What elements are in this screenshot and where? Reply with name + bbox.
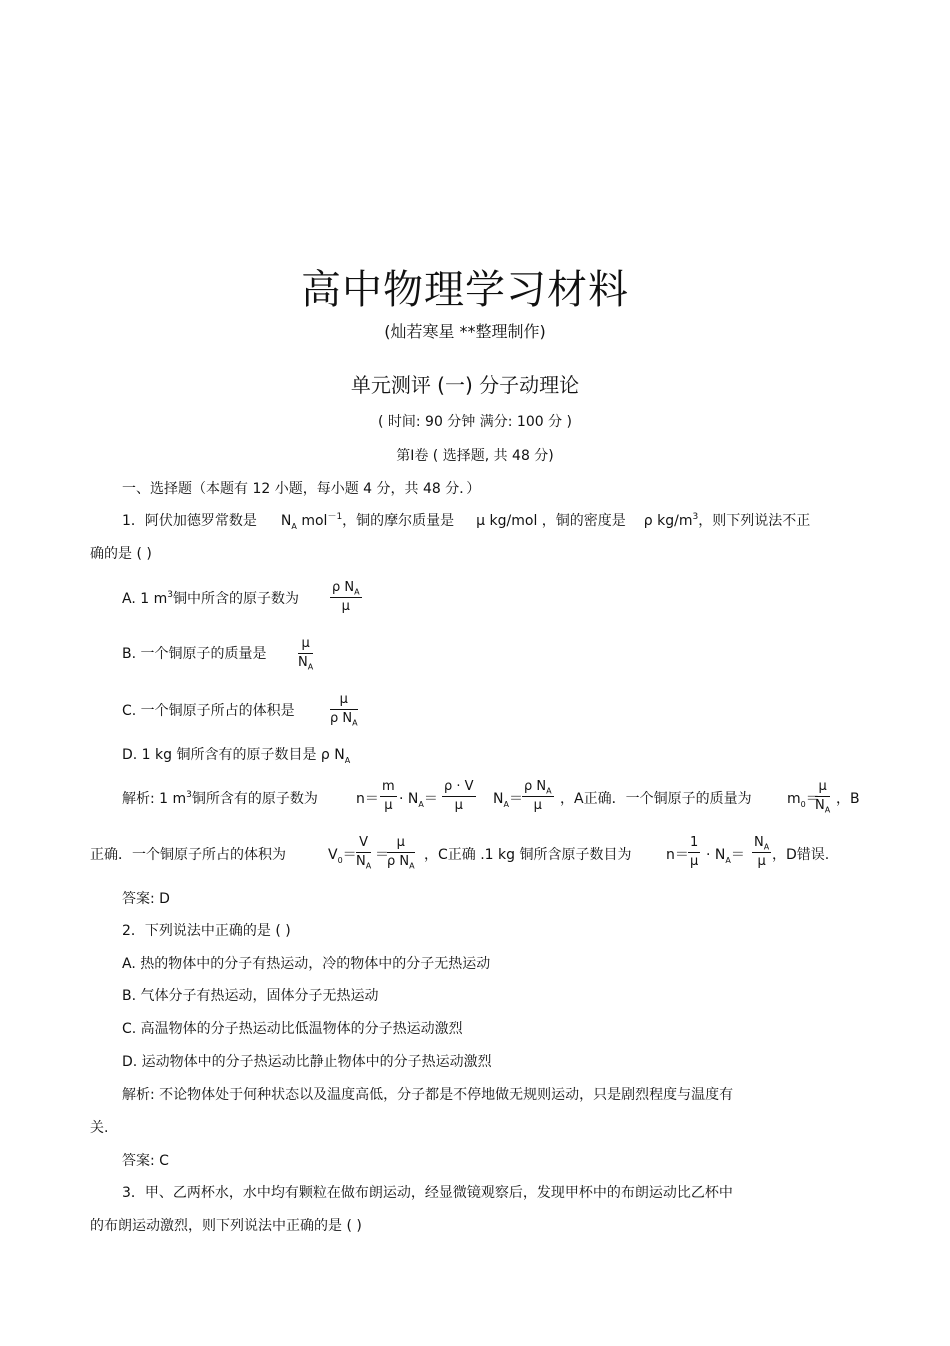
q2-solution-line2: 关. [90,1120,109,1136]
q1-stem-line1: 1．阿伏加德罗常数是 $N_A$ mol$^{-1}$，铜的摩尔质量是 μ kg/mol ，铜的密度是 ρ $kg/m^3$，则下列说法不正 [122,512,811,531]
q1-option-a: A. 1 $m^3$铜中所含的原子数为 [122,590,299,607]
q1-option-c-fraction: $\frac{\mu}{\rho N_A}$ [330,692,358,728]
document-subtitle: (灿若寒星 **整理制作) [384,322,546,341]
q1-sol-na2: $N_A=$ [493,791,523,809]
q1-sol-dot-na2: · $N_A=$ [706,847,745,865]
q2-stem: 2．下列说法中正确的是 ( ) [122,923,291,939]
q1-sol-dot-na: · $N_A=$ [399,791,438,809]
q1-sol-text-a: ，A正确．一个铜原子的质量为 [560,791,752,807]
volume-heading: 第Ⅰ卷 ( 选择题, 共 48 分) [396,448,554,464]
q2-answer: 答案: C [122,1153,169,1169]
q1-sol-frac-1-mu: $\frac{1}{\mu}$ [690,835,699,869]
q1-option-b-fraction: $\frac{\mu}{N_A}$ [298,636,314,672]
q1-sol-frac-rhov: $\frac{\rho \cdot V}{\mu}$ [444,779,474,813]
q1-option-b: B. 一个铜原子的质量是 [122,646,267,662]
q3-stem-line2: 的布朗运动激烈，则下列说法中正确的是 ( ) [90,1218,362,1234]
q1-sol-frac-v-na: $\frac{V}{N_A}$ [356,835,372,871]
q1-sol-n: n＝ [356,791,379,807]
q1-option-a-fraction: $\frac{\rho N_A}{\mu}$ [332,580,360,614]
q1-solution-line2: 正确．一个铜原子所占的体积为 [90,847,286,863]
q1-sol-eq5: ＝ [375,847,389,863]
q1-sol-frac-na-mu: $\frac{N_A}{\mu}$ [754,835,770,869]
section-heading: 一、选择题（本题有 12 小题，每小题 4 分，共 48 分．） [122,481,481,497]
q1-sol-v0: $V_0=$ [328,847,357,865]
time-info: ( 时间: 90 分钟 满分: 100 分 ) [377,414,573,430]
q2-option-c: C. 高温物体的分子热运动比低温物体的分子热运动激烈 [122,1021,463,1037]
q1-answer: 答案: D [122,891,170,907]
q1-sol-text-d: ，D错误. [772,847,830,863]
q1-solution-line1: 解析: 1 $m^3$铜所含有的原子数为 [122,790,318,807]
q1-sol-frac-rhona: $\frac{\rho N_A}{\mu}$ [524,779,552,813]
q1-sol-text-c: ，C正确 .1 kg 铜所含原子数目为 [424,847,632,863]
unit-title: 单元测评 (一) 分子动理论 [350,373,580,397]
q2-option-b: B. 气体分子有热运动，固体分子无热运动 [122,988,379,1004]
q1-sol-text-b: ，B [836,791,860,807]
q1-option-d: D. 1 kg 铜所含有的原子数目是 ρ $N_A$ [122,747,351,765]
q1-sol-frac-m-mu: $\frac{m}{\mu}$ [382,779,395,813]
q3-stem-line1: 3．甲、乙两杯水，水中均有颗粒在做布朗运动，经显微镜观察后，发现甲杯中的布朗运动比乙杯中 [122,1185,733,1201]
q2-solution-line1: 解析: 不论物体处于何种状态以及温度高低，分子都是不停地做无规则运动，只是剧烈程度与温度有 [122,1087,734,1103]
q1-option-c: C. 一个铜原子所占的体积是 [122,703,295,719]
q1-sol-frac-mu-rhona: $\frac{\mu}{\rho N_A}$ [387,835,415,871]
q2-option-a: A. 热的物体中的分子有热运动，冷的物体中的分子无热运动 [122,956,491,972]
q1-stem-line2: 确的是 ( ) [90,546,152,562]
q1-sol-m0: $m_0=$ [787,791,820,809]
q1-sol-frac-mu-na: $\frac{\mu}{N_A}$ [815,779,831,815]
document-title: 高中物理学习材料 [301,267,629,313]
q1-sol-n2: n＝ [666,847,689,863]
q2-option-d: D. 运动物体中的分子热运动比静止物体中的分子热运动激烈 [122,1054,492,1070]
